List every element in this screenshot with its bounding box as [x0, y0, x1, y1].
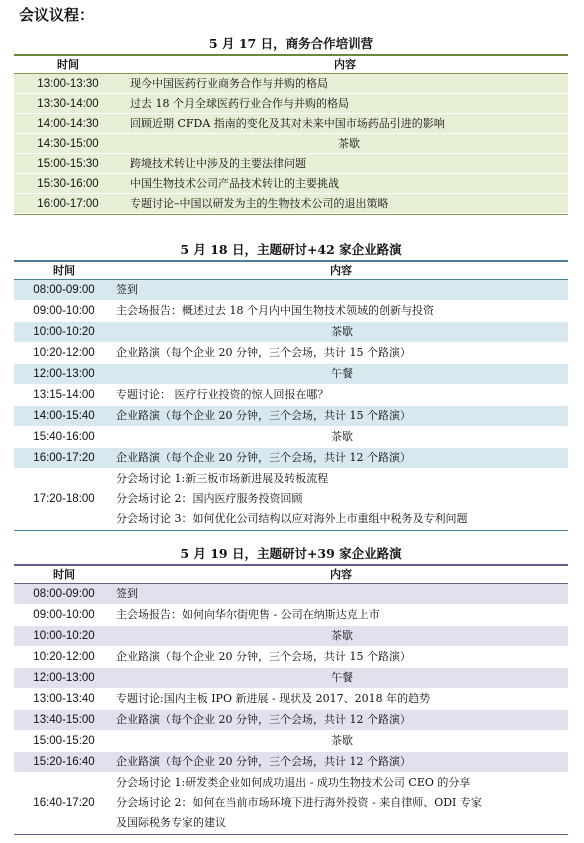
agenda-content-line: 主会场报告：概述过去 18 个月内中国生物技术领域的创新与投资: [116, 304, 434, 317]
agenda-time: 15:20-16:40: [33, 756, 95, 768]
agenda-content: [114, 752, 568, 772]
agenda-content-line: 中国生物技术公司产品技术转让的主要挑战: [130, 176, 339, 190]
agenda-content: [114, 731, 568, 751]
agenda-time: 14:30-15:00: [37, 137, 99, 150]
agenda-content: [114, 448, 568, 468]
agenda-time: 12:00-13:00: [33, 368, 95, 380]
agenda-time: 17:20-18:00: [33, 493, 95, 505]
agenda-time: 10:20-12:00: [33, 651, 95, 663]
agenda-content-line: 午餐: [331, 671, 353, 684]
agenda-content: [114, 605, 568, 625]
agenda-content-line: 企业路演（每个企业 20 分钟，三个会场，共计 12 个路演）: [116, 755, 411, 768]
agenda-time: 10:00-10:20: [33, 630, 95, 642]
time-column-header: 时间: [53, 264, 75, 277]
agenda-content: [122, 174, 568, 194]
agenda-row: [14, 605, 568, 626]
agenda-time: 14:00-14:30: [37, 117, 99, 130]
agenda-time: 15:40-16:00: [33, 431, 95, 443]
agenda-row: [14, 280, 568, 301]
agenda-content: [114, 301, 568, 321]
agenda-row: [14, 668, 568, 689]
agenda-content: [114, 280, 568, 300]
agenda-content-line: 分会场讨论 3：如何优化公司结构以应对海外上市重组中税务及专利问题: [116, 512, 468, 525]
agenda-content: [122, 114, 568, 134]
agenda-row: [14, 448, 568, 469]
day1-bottom-rule: [14, 214, 568, 215]
agenda-time: 09:00-10:00: [33, 305, 95, 317]
agenda-row: [14, 773, 568, 834]
agenda-time: 08:00-09:00: [33, 284, 95, 296]
agenda-content-line: 茶歇: [338, 136, 360, 150]
agenda-row: [14, 174, 568, 194]
day3-column-header: [14, 566, 568, 584]
agenda-time: 12:00-13:00: [33, 672, 95, 684]
agenda-content: [114, 689, 568, 709]
content-column-header: 内容: [330, 568, 352, 581]
agenda-row: [14, 626, 568, 647]
agenda-row: [14, 469, 568, 530]
agenda-content-line: 茶歇: [331, 734, 353, 747]
agenda-row: [14, 385, 568, 406]
day2-bottom-rule: [14, 530, 568, 531]
agenda-time: 16:00-17:00: [37, 197, 99, 210]
agenda-row: [14, 364, 568, 385]
agenda-time: 16:00-17:20: [33, 452, 95, 464]
agenda-content-line: 分会场讨论 1:新三板市场新进展及转板流程: [116, 472, 329, 485]
agenda-content: [114, 584, 568, 604]
time-column-header: 时间: [57, 58, 79, 71]
agenda-content-line: 专题讨论： 医疗行业投资的惊人回报在哪？: [116, 388, 329, 401]
time-column-header: 时间: [53, 568, 75, 581]
agenda-content: [122, 134, 568, 154]
agenda-time: 16:40-17:20: [33, 797, 95, 809]
agenda-row: [14, 154, 568, 174]
agenda-row: [14, 134, 568, 154]
agenda-content: [122, 154, 568, 174]
agenda-content: [114, 322, 568, 342]
agenda-content: [114, 385, 568, 405]
agenda-content-line: 回顾近期 CFDA 指南的变化及其对未来中国市场药品引进的影响: [130, 116, 445, 130]
agenda-time: 13:15-14:00: [33, 389, 95, 401]
agenda-row: [14, 322, 568, 343]
agenda-content-line: 企业路演（每个企业 20 分钟，三个会场，共计 15 个路演）: [116, 409, 411, 422]
agenda-time: 10:00-10:20: [33, 326, 95, 338]
day1-title: 5 月 17 日，商务合作培训营: [208, 36, 374, 51]
agenda-row: [14, 94, 568, 114]
agenda-content-line: 企业路演（每个企业 20 分钟，三个会场，共计 15 个路演）: [116, 346, 411, 359]
agenda-time: 13:00-13:40: [33, 693, 95, 705]
day3-title: 5 月 19 日，主题研讨+39 家企业路演: [180, 546, 402, 561]
agenda-content: [114, 647, 568, 667]
agenda-content: [114, 469, 568, 529]
agenda-content-line: 分会场讨论 1:研发类企业如何成功退出 - 成功生物技术公司 CEO 的分享: [116, 776, 471, 789]
agenda-row: [14, 710, 568, 731]
agenda-content-line: 企业路演（每个企业 20 分钟，三个会场，共计 12 个路演）: [116, 451, 411, 464]
agenda-time: 10:20-12:00: [33, 347, 95, 359]
day2-title: 5 月 18 日，主题研讨+42 家企业路演: [180, 242, 402, 257]
day1-column-header: [14, 56, 568, 74]
agenda-content: [122, 94, 568, 114]
agenda-content-line: 午餐: [331, 367, 353, 380]
agenda-content-line: 跨境技术转让中涉及的主要法律问题: [130, 156, 306, 170]
content-column-header: 内容: [334, 58, 356, 71]
agenda-time: 13:30-14:00: [37, 97, 99, 110]
agenda-heading: 会议议程：: [19, 6, 95, 24]
agenda-content: [114, 406, 568, 426]
agenda-row: [14, 427, 568, 448]
agenda-time: 15:30-16:00: [37, 177, 99, 190]
agenda-content-line: 专题讨论–中国以研发为主的生物技术公司的退出策略: [130, 196, 389, 210]
agenda-time: 15:00-15:20: [33, 735, 95, 747]
agenda-content-line: 签到: [116, 283, 138, 296]
agenda-time: 13:00-13:30: [37, 77, 99, 90]
day1-section: [14, 32, 568, 215]
agenda-row: [14, 647, 568, 668]
agenda-content: [114, 710, 568, 730]
day2-section: [14, 238, 568, 531]
agenda-row: [14, 194, 568, 214]
day3-rows: [14, 584, 568, 834]
agenda-content-line: 企业路演（每个企业 20 分钟，三个会场，共计 12 个路演）: [116, 713, 411, 726]
agenda-content-line: 过去 18 个月全球医药行业合作与并购的格局: [130, 96, 349, 110]
agenda-row: [14, 584, 568, 605]
agenda-content-line: 主会场报告：如何向华尔街兜售 - 公司在纳斯达克上市: [116, 608, 380, 621]
agenda-content-line: 茶歇: [331, 629, 353, 642]
agenda-content: [114, 364, 568, 384]
agenda-row: [14, 74, 568, 94]
agenda-content-line: 茶歇: [331, 325, 353, 338]
agenda-row: [14, 301, 568, 322]
agenda-content: [122, 74, 568, 94]
agenda-time: 14:00-15:40: [33, 410, 95, 422]
agenda-content: [114, 343, 568, 363]
agenda-time: 08:00-09:00: [33, 588, 95, 600]
agenda-row: [14, 114, 568, 134]
agenda-row: [14, 731, 568, 752]
agenda-content-line: 现今中国医药行业商务合作与并购的格局: [130, 76, 328, 90]
agenda-content: [122, 194, 568, 214]
day3-bottom-rule: [14, 834, 568, 835]
day2-rows: [14, 280, 568, 530]
agenda-content-line: 分会场讨论 2：国内医疗服务投资回顾: [116, 492, 303, 505]
day2-column-header: [14, 262, 568, 280]
agenda-content-line: 分会场讨论 2：如何在当前市场环境下进行海外投资 - 来自律师、ODI 专家: [116, 796, 482, 809]
agenda-time: 15:00-15:30: [37, 157, 99, 170]
agenda-content-line: 及国际税务专家的建议: [116, 816, 226, 829]
day3-section: [14, 542, 568, 835]
agenda-content: [114, 427, 568, 447]
agenda-row: [14, 406, 568, 427]
agenda-content-line: 签到: [116, 587, 138, 600]
content-column-header: 内容: [330, 264, 352, 277]
agenda-content-line: 茶歇: [331, 430, 353, 443]
agenda-content: [114, 626, 568, 646]
agenda-time: 09:00-10:00: [33, 609, 95, 621]
agenda-content-line: 专题讨论:国内主板 IPO 新进展 - 现状及 2017、2018 年的趋势: [116, 692, 431, 705]
day1-rows: [14, 74, 568, 214]
agenda-row: [14, 752, 568, 773]
agenda-content-line: 企业路演（每个企业 20 分钟，三个会场，共计 15 个路演）: [116, 650, 411, 663]
agenda-content: [114, 668, 568, 688]
agenda-time: 13:40-15:00: [33, 714, 95, 726]
agenda-content: [114, 773, 568, 833]
agenda-row: [14, 689, 568, 710]
agenda-row: [14, 343, 568, 364]
